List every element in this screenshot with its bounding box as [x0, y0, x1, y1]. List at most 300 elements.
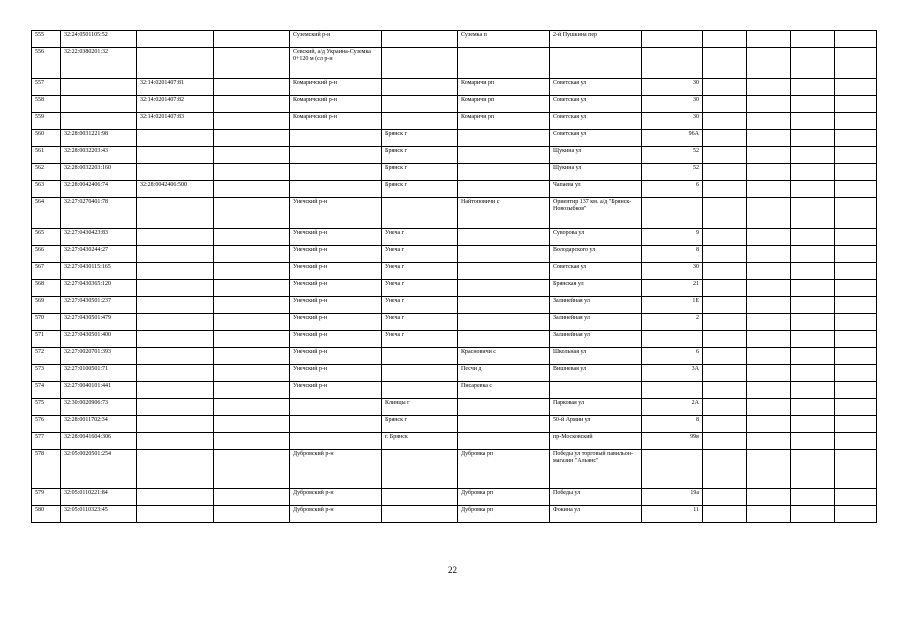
cell-row-number: 559	[32, 113, 61, 130]
cell-street: Залинейная ул	[550, 297, 642, 314]
cell-city: Унеча г	[382, 246, 458, 263]
cell-extra-1	[703, 246, 747, 263]
cell-extra-3	[791, 280, 835, 297]
cell-cadastral-number-3	[214, 198, 290, 229]
cell-house-number: 52	[642, 147, 703, 164]
cell-city	[382, 348, 458, 365]
cell-cadastral-number-2	[137, 314, 214, 331]
cell-district: Дубровский р-н	[290, 506, 382, 523]
cell-city	[382, 198, 458, 229]
cell-street: Фокина ул	[550, 506, 642, 523]
cell-district	[290, 147, 382, 164]
table-row	[32, 79, 877, 96]
cell-cadastral-number-2: 32:14:0201407:83	[137, 113, 214, 130]
cell-row-number: 572	[32, 348, 61, 365]
table-row	[32, 399, 877, 416]
cell-city: Брянск г	[382, 130, 458, 147]
cell-extra-4	[835, 263, 877, 280]
cell-extra-2	[747, 450, 791, 489]
cell-cadastral-number-2	[137, 297, 214, 314]
cell-extra-4	[835, 399, 877, 416]
cell-house-number: 99в	[642, 433, 703, 450]
cell-extra-2	[747, 48, 791, 79]
cell-extra-4	[835, 164, 877, 181]
cell-street: Ориентир 137 км. а/д "Брянск-Новозыбков"	[550, 198, 642, 229]
cell-row-number: 573	[32, 365, 61, 382]
table-row	[32, 198, 877, 229]
cell-extra-1	[703, 229, 747, 246]
cell-extra-1	[703, 280, 747, 297]
table-body	[32, 31, 877, 523]
cell-street: Советская ул	[550, 113, 642, 130]
cell-extra-4	[835, 31, 877, 48]
cell-extra-2	[747, 31, 791, 48]
cell-cadastral-number: 32:27:0430501:479	[61, 314, 137, 331]
cell-row-number: 555	[32, 31, 61, 48]
cell-city: Унеча г	[382, 297, 458, 314]
cell-cadastral-number-2	[137, 31, 214, 48]
cell-settlement: Найтоповичи с	[458, 198, 550, 229]
table-row	[32, 450, 877, 489]
cell-settlement: Дубровка рп	[458, 450, 550, 489]
cell-extra-4	[835, 79, 877, 96]
cell-street: Победы ул	[550, 489, 642, 506]
cell-extra-1	[703, 48, 747, 79]
cell-extra-2	[747, 416, 791, 433]
cell-extra-2	[747, 113, 791, 130]
cell-district: Унечский р-н	[290, 229, 382, 246]
cell-cadastral-number-3	[214, 263, 290, 280]
cell-cadastral-number: 32:28:0031221:98	[61, 130, 137, 147]
cell-cadastral-number-3	[214, 399, 290, 416]
cell-settlement: Дубровка рп	[458, 489, 550, 506]
cell-house-number	[642, 31, 703, 48]
cell-cadastral-number-3	[214, 229, 290, 246]
cell-house-number: 8	[642, 246, 703, 263]
cell-cadastral-number-3	[214, 164, 290, 181]
cell-extra-1	[703, 433, 747, 450]
cell-street: Вишневая ул	[550, 365, 642, 382]
cell-row-number: 563	[32, 181, 61, 198]
cell-settlement	[458, 147, 550, 164]
cell-settlement: Писаревка с	[458, 382, 550, 399]
cell-district: Комаричский р-н	[290, 79, 382, 96]
cell-extra-1	[703, 181, 747, 198]
cell-row-number: 577	[32, 433, 61, 450]
page-number: 22	[448, 565, 457, 575]
cell-city	[382, 365, 458, 382]
cell-house-number: 2А	[642, 399, 703, 416]
cell-extra-2	[747, 229, 791, 246]
cell-city: Унеча г	[382, 229, 458, 246]
cell-extra-3	[791, 48, 835, 79]
cell-settlement	[458, 263, 550, 280]
cell-extra-4	[835, 382, 877, 399]
cell-cadastral-number-3	[214, 113, 290, 130]
cell-extra-3	[791, 96, 835, 113]
cell-cadastral-number-2	[137, 506, 214, 523]
cell-extra-3	[791, 489, 835, 506]
cell-extra-2	[747, 181, 791, 198]
cell-cadastral-number-2	[137, 130, 214, 147]
cell-extra-2	[747, 164, 791, 181]
cell-extra-2	[747, 263, 791, 280]
cell-district	[290, 433, 382, 450]
table-row	[32, 263, 877, 280]
cell-extra-2	[747, 365, 791, 382]
table-row	[32, 96, 877, 113]
cell-extra-2	[747, 348, 791, 365]
cell-district	[290, 164, 382, 181]
cell-row-number: 567	[32, 263, 61, 280]
cell-cadastral-number: 32:27:0020701:393	[61, 348, 137, 365]
cell-street: Советская ул	[550, 263, 642, 280]
cell-district: Унечский р-н	[290, 314, 382, 331]
cell-city	[382, 506, 458, 523]
cell-row-number: 565	[32, 229, 61, 246]
cell-row-number: 558	[32, 96, 61, 113]
cell-extra-1	[703, 113, 747, 130]
cell-extra-1	[703, 164, 747, 181]
cell-cadastral-number-2	[137, 246, 214, 263]
cell-row-number: 571	[32, 331, 61, 348]
cell-house-number: 8	[642, 416, 703, 433]
cell-cadastral-number: 32:27:0430501:400	[61, 331, 137, 348]
cell-cadastral-number-3	[214, 314, 290, 331]
cell-extra-2	[747, 433, 791, 450]
cell-row-number: 580	[32, 506, 61, 523]
cell-extra-2	[747, 96, 791, 113]
cell-extra-3	[791, 229, 835, 246]
cell-street: Залинейная ул	[550, 331, 642, 348]
cell-district: Дубровский р-н	[290, 450, 382, 489]
cell-street	[550, 382, 642, 399]
cell-cadastral-number-2	[137, 331, 214, 348]
cell-street: Школьная ул	[550, 348, 642, 365]
cell-extra-3	[791, 130, 835, 147]
cell-settlement	[458, 297, 550, 314]
cell-settlement	[458, 130, 550, 147]
cell-settlement	[458, 246, 550, 263]
cell-district: Унечский р-н	[290, 280, 382, 297]
cell-cadastral-number-2	[137, 416, 214, 433]
cell-extra-2	[747, 280, 791, 297]
table-row	[32, 416, 877, 433]
cell-extra-3	[791, 246, 835, 263]
cell-cadastral-number: 32:27:0430115:165	[61, 263, 137, 280]
cell-cadastral-number-2	[137, 382, 214, 399]
cell-cadastral-number: 32:27:0430423:83	[61, 229, 137, 246]
table-row	[32, 246, 877, 263]
cell-cadastral-number: 32:27:0100501:71	[61, 365, 137, 382]
cell-extra-1	[703, 331, 747, 348]
cell-row-number: 557	[32, 79, 61, 96]
cell-cadastral-number: 32:05:0110323:45	[61, 506, 137, 523]
cell-cadastral-number-2	[137, 450, 214, 489]
cell-house-number: 1Е	[642, 297, 703, 314]
cell-district: Суземский р-н	[290, 31, 382, 48]
cell-extra-2	[747, 79, 791, 96]
cell-street: Суворова ул	[550, 229, 642, 246]
cell-cadastral-number-3	[214, 382, 290, 399]
cell-extra-3	[791, 147, 835, 164]
cell-cadastral-number-2	[137, 48, 214, 79]
cell-extra-1	[703, 450, 747, 489]
cell-cadastral-number: 32:28:0032203:43	[61, 147, 137, 164]
cell-cadastral-number-3	[214, 450, 290, 489]
cell-house-number: 21	[642, 280, 703, 297]
cell-extra-4	[835, 365, 877, 382]
cell-cadastral-number-3	[214, 246, 290, 263]
cell-street: Щукина ул	[550, 147, 642, 164]
cell-settlement	[458, 399, 550, 416]
table-row	[32, 506, 877, 523]
cell-cadastral-number: 32:28:0041604:306	[61, 433, 137, 450]
cell-extra-4	[835, 130, 877, 147]
cell-settlement	[458, 181, 550, 198]
cell-extra-1	[703, 31, 747, 48]
cell-cadastral-number-3	[214, 280, 290, 297]
cell-house-number	[642, 48, 703, 79]
cell-house-number: 52	[642, 164, 703, 181]
cell-cadastral-number: 32:30:0020906:73	[61, 399, 137, 416]
cell-cadastral-number-2	[137, 348, 214, 365]
cell-cadastral-number-3	[214, 433, 290, 450]
cell-house-number: 30	[642, 113, 703, 130]
cell-district: Унечский р-н	[290, 297, 382, 314]
cell-extra-4	[835, 147, 877, 164]
table-row	[32, 348, 877, 365]
cell-extra-2	[747, 506, 791, 523]
cell-city	[382, 113, 458, 130]
cell-extra-2	[747, 489, 791, 506]
cell-cadastral-number-2: 32:14:0201407:81	[137, 79, 214, 96]
table-row	[32, 164, 877, 181]
cell-district	[290, 399, 382, 416]
cell-district: Унечский р-н	[290, 331, 382, 348]
cell-house-number	[642, 331, 703, 348]
cell-cadastral-number: 32:28:0011702:34	[61, 416, 137, 433]
cell-district: Севский, а/д Украина-Суземка 0+120 м (сл р-н	[290, 48, 382, 79]
cell-city: Брянск г	[382, 181, 458, 198]
cell-settlement: Комаричи рп	[458, 96, 550, 113]
cell-city: Клинцы г	[382, 399, 458, 416]
cell-row-number: 576	[32, 416, 61, 433]
cell-row-number: 575	[32, 399, 61, 416]
cell-city	[382, 48, 458, 79]
cell-extra-1	[703, 297, 747, 314]
cell-cadastral-number: 32:28:0032203:160	[61, 164, 137, 181]
cell-extra-4	[835, 297, 877, 314]
cell-extra-4	[835, 348, 877, 365]
cell-extra-4	[835, 198, 877, 229]
cell-extra-4	[835, 331, 877, 348]
cell-settlement	[458, 433, 550, 450]
cell-extra-4	[835, 416, 877, 433]
cell-city: г. Брянск	[382, 433, 458, 450]
cell-row-number: 566	[32, 246, 61, 263]
cell-extra-2	[747, 246, 791, 263]
cell-cadastral-number: 32:27:0040101:441	[61, 382, 137, 399]
cell-extra-3	[791, 181, 835, 198]
cell-district: Унечский р-н	[290, 348, 382, 365]
cell-row-number: 574	[32, 382, 61, 399]
cell-cadastral-number-3	[214, 96, 290, 113]
cell-extra-2	[747, 314, 791, 331]
cell-cadastral-number: 32:24:0501105:52	[61, 31, 137, 48]
cell-extra-3	[791, 297, 835, 314]
cell-cadastral-number-2: 32:28:0042406:500	[137, 181, 214, 198]
cell-row-number: 579	[32, 489, 61, 506]
cell-row-number: 561	[32, 147, 61, 164]
cell-extra-4	[835, 433, 877, 450]
table-row	[32, 365, 877, 382]
cell-cadastral-number-2	[137, 164, 214, 181]
cell-city: Брянск г	[382, 416, 458, 433]
cell-settlement	[458, 280, 550, 297]
cell-extra-3	[791, 382, 835, 399]
table-row	[32, 331, 877, 348]
cell-city	[382, 450, 458, 489]
cell-district: Унечский р-н	[290, 382, 382, 399]
cell-settlement: Комаричи рп	[458, 79, 550, 96]
table-row	[32, 31, 877, 48]
cell-extra-3	[791, 263, 835, 280]
cell-house-number: 3А	[642, 365, 703, 382]
cell-extra-4	[835, 48, 877, 79]
cell-extra-3	[791, 331, 835, 348]
cell-settlement	[458, 164, 550, 181]
cell-city	[382, 79, 458, 96]
cell-cadastral-number-3	[214, 489, 290, 506]
cell-row-number: 564	[32, 198, 61, 229]
cell-settlement: Песчи д	[458, 365, 550, 382]
cell-extra-4	[835, 506, 877, 523]
cell-street: Володарского ул	[550, 246, 642, 263]
cell-settlement: Красновичи с	[458, 348, 550, 365]
cell-cadastral-number: 32:27:0270401:78	[61, 198, 137, 229]
cell-house-number: 2	[642, 314, 703, 331]
cell-cadastral-number-3	[214, 297, 290, 314]
cell-district: Комаричский р-н	[290, 113, 382, 130]
cell-settlement	[458, 48, 550, 79]
cell-extra-3	[791, 314, 835, 331]
cell-extra-3	[791, 416, 835, 433]
cell-row-number: 556	[32, 48, 61, 79]
cell-district	[290, 416, 382, 433]
table-row	[32, 280, 877, 297]
cell-cadastral-number: 32:28:0042406:74	[61, 181, 137, 198]
cell-street: Победы ул торговый павильон- магазин "Альянс"	[550, 450, 642, 489]
cell-cadastral-number-2	[137, 229, 214, 246]
cell-district: Унечский р-н	[290, 263, 382, 280]
cell-city: Унеча г	[382, 263, 458, 280]
cell-cadastral-number-3	[214, 147, 290, 164]
cell-settlement: Дубровка рп	[458, 506, 550, 523]
cell-extra-1	[703, 399, 747, 416]
table-row	[32, 229, 877, 246]
cell-cadastral-number-3	[214, 48, 290, 79]
cell-cadastral-number-3	[214, 348, 290, 365]
registry-table	[31, 30, 877, 523]
table-row	[32, 130, 877, 147]
cell-street: Советская ул	[550, 79, 642, 96]
cell-row-number: 569	[32, 297, 61, 314]
cell-row-number: 562	[32, 164, 61, 181]
cell-cadastral-number-3	[214, 31, 290, 48]
cell-district	[290, 181, 382, 198]
cell-extra-3	[791, 399, 835, 416]
cell-street: Советская ул	[550, 96, 642, 113]
cell-extra-1	[703, 96, 747, 113]
cell-house-number: 11	[642, 506, 703, 523]
cell-extra-2	[747, 399, 791, 416]
cell-extra-1	[703, 79, 747, 96]
table-row	[32, 489, 877, 506]
cell-district: Унечский р-н	[290, 246, 382, 263]
cell-city: Унеча г	[382, 331, 458, 348]
cell-extra-4	[835, 229, 877, 246]
cell-cadastral-number: 32:05:0020501:254	[61, 450, 137, 489]
cell-extra-2	[747, 147, 791, 164]
cell-city	[382, 96, 458, 113]
cell-cadastral-number	[61, 113, 137, 130]
table-row	[32, 297, 877, 314]
cell-row-number: 560	[32, 130, 61, 147]
cell-cadastral-number: 32:27:0430365:120	[61, 280, 137, 297]
cell-cadastral-number-3	[214, 365, 290, 382]
cell-cadastral-number-2	[137, 399, 214, 416]
cell-settlement: Комаричи рп	[458, 113, 550, 130]
cell-extra-2	[747, 297, 791, 314]
cell-cadastral-number-2	[137, 280, 214, 297]
cell-cadastral-number-2	[137, 147, 214, 164]
cell-cadastral-number-3	[214, 130, 290, 147]
cell-extra-3	[791, 79, 835, 96]
cell-house-number: 30	[642, 79, 703, 96]
cell-cadastral-number-2	[137, 365, 214, 382]
cell-cadastral-number-2	[137, 198, 214, 229]
cell-extra-2	[747, 331, 791, 348]
cell-district	[290, 130, 382, 147]
cell-house-number: 6	[642, 348, 703, 365]
cell-district: Комаричский р-н	[290, 96, 382, 113]
cell-city: Унеча г	[382, 314, 458, 331]
table-row	[32, 314, 877, 331]
table-row	[32, 181, 877, 198]
cell-settlement	[458, 331, 550, 348]
table-row	[32, 433, 877, 450]
cell-extra-4	[835, 450, 877, 489]
cell-extra-1	[703, 147, 747, 164]
cell-district: Дубровский р-н	[290, 489, 382, 506]
table-row	[32, 382, 877, 399]
cell-extra-2	[747, 130, 791, 147]
cell-extra-1	[703, 314, 747, 331]
cell-house-number: 19а	[642, 489, 703, 506]
cell-extra-3	[791, 164, 835, 181]
cell-cadastral-number	[61, 96, 137, 113]
cell-extra-4	[835, 489, 877, 506]
cell-extra-4	[835, 96, 877, 113]
cell-street: 2-й Пушкина пер	[550, 31, 642, 48]
cell-extra-4	[835, 246, 877, 263]
cell-cadastral-number: 32:05:0110221:84	[61, 489, 137, 506]
cell-cadastral-number	[61, 79, 137, 96]
cell-street: 50-й Армии ул	[550, 416, 642, 433]
cell-street: Советская ул	[550, 130, 642, 147]
cell-city	[382, 382, 458, 399]
